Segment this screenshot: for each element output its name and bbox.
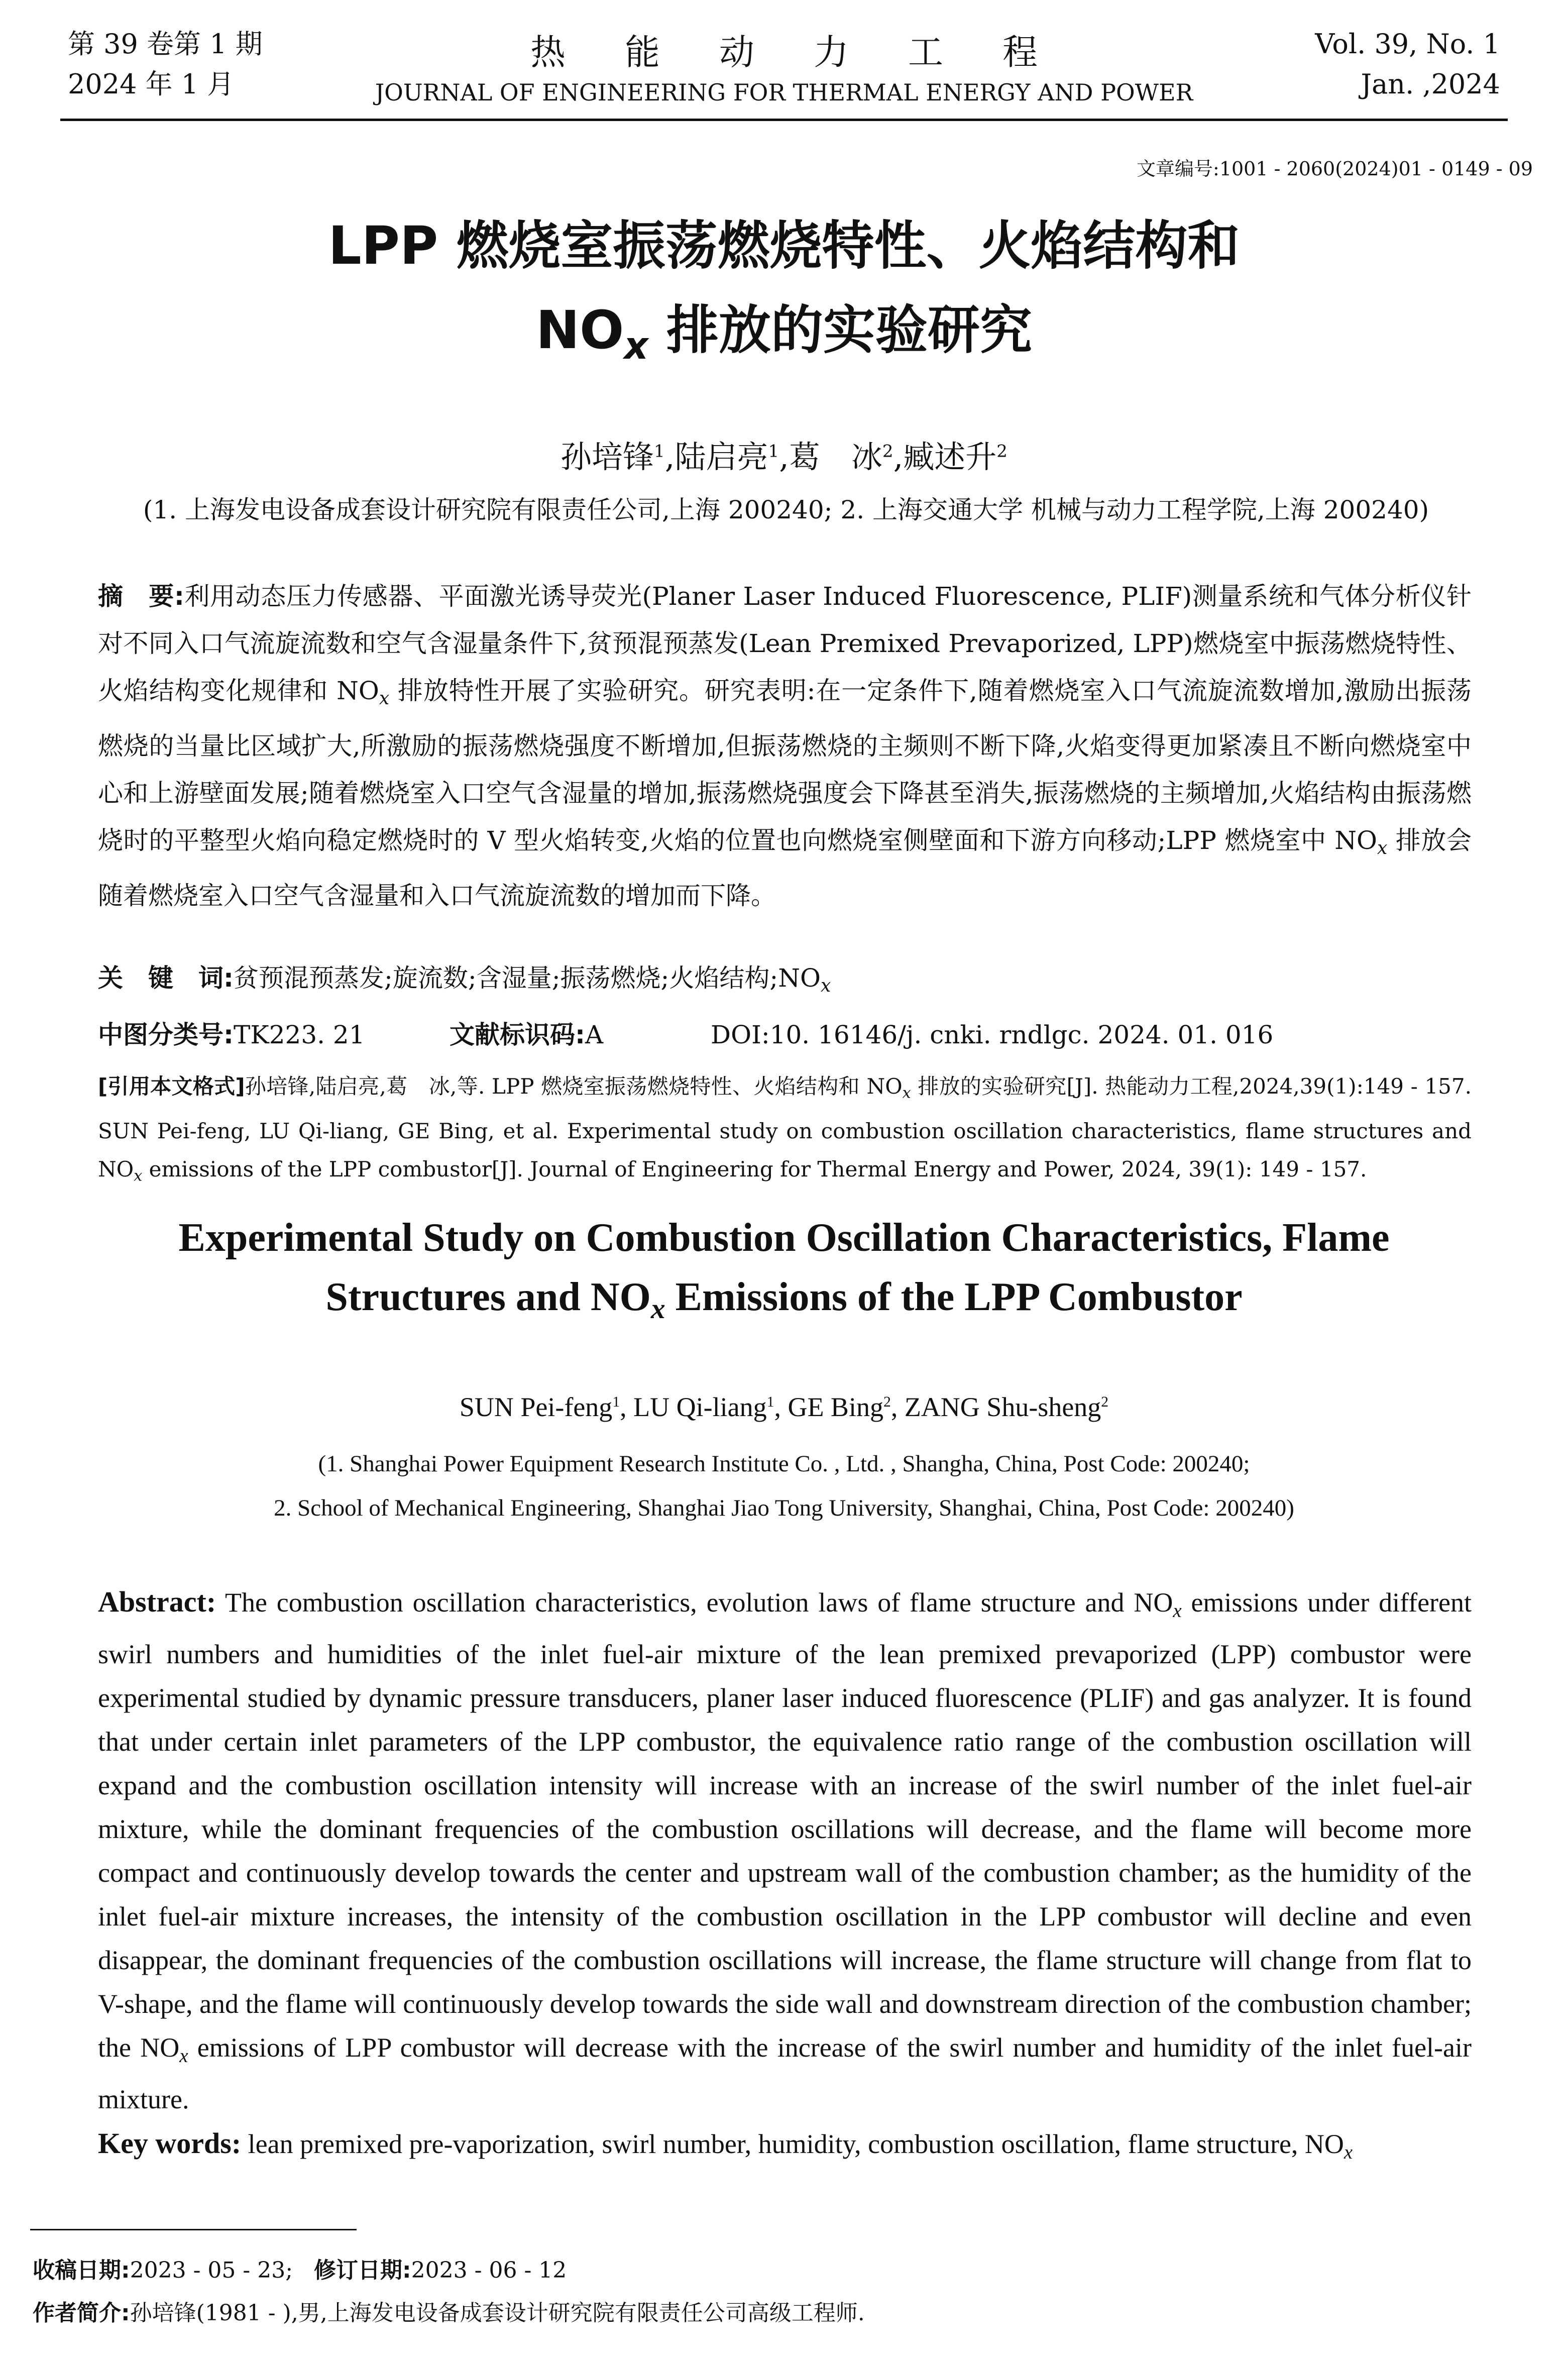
abstract-en-label: Abstract: bbox=[98, 1585, 216, 1618]
affiliation-en-1: (1. Shanghai Power Equipment Research Institute Co. , Ltd. , Shangha, China, Post Code: 200240; bbox=[318, 1451, 1250, 1477]
citation-format: [引用本文格式]孙培锋,陆启亮,葛 冰,等. LPP 燃烧室振荡燃烧特性、火焰结构和 $NO_x$ 排放的实验研究[J]. 热能动力工程,2024,39(1):149 - 157. SUN Pei-feng, LU Qi-liang, GE Bing, et al. Experimental study on combustion oscillation characteristics, flame structures and $NO_x$ emissions of the LPP combustor[J]. Journal of Engineering for Thermal Energy and Power, 2024, 39(1): 149 - 157. bbox=[98, 1074, 1472, 1185]
article-number: 文章编号:1001 - 2060(2024)01 - 0149 - 09 bbox=[1137, 158, 1533, 180]
classification-line bbox=[98, 1015, 1472, 1051]
title-en-line1: Experimental Study on Combustion Oscillation Characteristics, Flame bbox=[178, 1216, 1390, 1260]
affiliation-en-2: 2. School of Mechanical Engineering, Shanghai Jiao Tong University, Shanghai, China, Post Code: 200240) bbox=[274, 1495, 1294, 1521]
author-bio-footnote: 作者简介:孙培锋(1981 - ),男,上海发电设备成套设计研究院有限责任公司高级工程师. bbox=[33, 2300, 865, 2326]
dates-footnote: 收稿日期:2023 - 05 - 23; 修订日期:2023 - 06 - 12 bbox=[33, 2258, 567, 2283]
author-en: LU Qi-liang$^1$ bbox=[633, 1392, 774, 1422]
title-en-line2: Structures and $NO_x$ Emissions of the LPP Combustor bbox=[325, 1275, 1243, 1325]
date-cn: 2024 年 1 月 bbox=[68, 68, 235, 100]
author-cn: 葛 冰$^2$ bbox=[789, 439, 893, 475]
affiliations-cn: (1. 上海发电设备成套设计研究院有限责任公司,上海 200240; 2. 上海交通大学 机械与动力工程学院,上海 200240) bbox=[143, 495, 1429, 524]
author-en: SUN Pei-feng$^1$ bbox=[459, 1392, 620, 1422]
volume-issue-cn: 第 39 卷第 1 期 bbox=[68, 28, 263, 60]
journal-name-cn: 热能动力工程 bbox=[530, 32, 1097, 73]
title-en bbox=[0, 1208, 1568, 1339]
citation-label: [引用本文格式] bbox=[98, 1074, 245, 1099]
footnote-rule bbox=[30, 2229, 357, 2230]
keywords-cn-label: 关 键 词: bbox=[98, 963, 234, 993]
abstract-cn-label: 摘 要: bbox=[98, 582, 184, 611]
title-cn-line2 bbox=[0, 288, 1568, 388]
abstract-en-body: Abstract: The combustion oscillation characteristics, evolution laws of flame structure and $NO_x$ emissions under different swirl numbers and humidities of the inlet fuel-air mixture of the lean premixed prevaporized (LPP) combustor were experimental studied by dynamic pressure transducers, planer laser induced fluorescence (PLIF) and gas analyzer. It is found that under certain inlet parameters of the LPP combustor, the equivalence ratio range of the combustion oscillation will expand and the combustion oscillation intensity will increase with an increase of the swirl number of the inlet fuel-air mixture, while the dominant frequencies of the combustion oscillations will decrease, and the flame will become more compact and continuously develop towards the center and upstream wall of the combustion chamber; as the humidity of the inlet fuel-air mixture increases, the intensity of the combustion oscillation in the LPP combustor will decline and even disappear, the dominant frequencies of the combustion oscillations will increase, the flame structure will change from flat to V-shape, and the flame will continuously develop towards the side wall and downstream direction of the combustion chamber; the $NO_x$ emissions of LPP combustor will decrease with the increase of the swirl number and humidity of the inlet fuel-air mixture. bbox=[98, 1585, 1472, 2114]
author-cn: 陆启亮$^1$ bbox=[675, 439, 779, 475]
journal-name-en: JOURNAL OF ENGINEERING FOR THERMAL ENERGY AND POWER bbox=[375, 79, 1193, 106]
keywords-cn: 关 键 词:贫预混预蒸发;旋流数;含湿量;振荡燃烧;火焰结构$;NO_x$ bbox=[98, 963, 831, 997]
author-en: ZANG Shu-sheng$^2$ bbox=[904, 1392, 1109, 1422]
title-cn bbox=[0, 203, 1568, 388]
title-cn-rest: 排放的实验研究 bbox=[648, 299, 1032, 361]
clc-label: 中图分类号: bbox=[98, 1020, 234, 1049]
title-cn-line1: LPP 燃烧室振荡燃烧特性、火焰结构和 bbox=[328, 215, 1240, 276]
header-rule bbox=[60, 119, 1508, 121]
doc-code-value: A bbox=[585, 1020, 604, 1049]
authors-en: SUN Pei-feng$^1$, LU Qi-liang$^1$, GE Bing$^2$, ZANG Shu-sheng$^2$ bbox=[459, 1392, 1109, 1422]
author-en: GE Bing$^2$ bbox=[788, 1392, 891, 1422]
author-cn: 孙培锋$^1$ bbox=[561, 439, 665, 475]
clc-value: TK223. 21 bbox=[234, 1020, 365, 1049]
doi: DOI:10. 16146/j. cnki. rndlgc. 2024. 01. 016 bbox=[711, 1020, 1274, 1049]
abstract-cn: 摘 要:利用动态压力传感器、平面激光诱导荧光(Planer Laser Induced Fluorescence, PLIF)测量系统和气体分析仪针对不同入口气流旋流数和空气含湿量条件下,贫预混预蒸发(Lean Premixed Prevaporized, LPP)燃烧室中振荡燃烧特性、火焰结构变化规律和 $NO_x$ 排放特性开展了实验研究。研究表明:在一定条件下,随着燃烧室入口气流旋流数增加,激励出振荡燃烧的当量比区域扩大,所激励的振荡燃烧强度不断增加,但振荡燃烧的主频则不断下降,火焰变得更加紧凑且不断向燃烧室中心和上游壁面发展;随着燃烧室入口空气含湿量的增加,振荡燃烧强度会下降甚至消失,振荡燃烧的主频增加,火焰结构由振荡燃烧时的平整型火焰向稳定燃烧时的 V 型火焰转变,火焰的位置也向燃烧室侧壁面和下游方向移动;LPP 燃烧室中 $NO_x$ 排放会随着燃烧室入口空气含湿量和入口气流旋流数的增加而下降。 bbox=[98, 582, 1472, 911]
doc-code-label: 文献标识码: bbox=[450, 1020, 585, 1049]
title-cn-no: NO bbox=[536, 299, 624, 361]
keywords-en-label: Key words: bbox=[98, 2126, 242, 2160]
date-en: Jan. ,2024 bbox=[1361, 68, 1500, 100]
abstract-en bbox=[98, 1580, 1472, 2174]
author-cn: 臧述升$^2$ bbox=[903, 439, 1007, 475]
affiliations-en bbox=[0, 1442, 1568, 1530]
keywords-en: Key words: lean premixed pre-vaporization, swirl number, humidity, combustion oscillation, flame structure, $NO_x$ bbox=[98, 2126, 1353, 2163]
issue-info-en bbox=[1315, 24, 1500, 104]
title-cn-subscript: x bbox=[624, 324, 648, 368]
volume-issue-en: Vol. 39, No. 1 bbox=[1315, 28, 1500, 60]
authors-cn: 孙培锋$^1$,陆启亮$^1$,葛 冰$^2$,臧述升$^2$ bbox=[561, 439, 1007, 475]
